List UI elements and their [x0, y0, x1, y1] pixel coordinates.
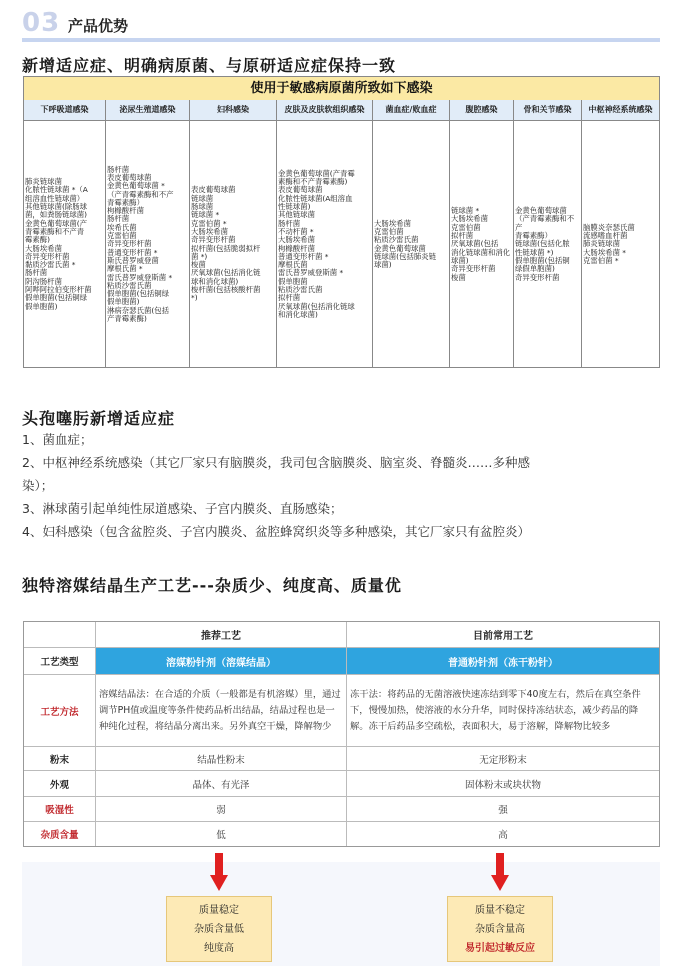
pathogen-list	[25, 178, 92, 311]
pathogen-line: 梭杆菌(包括核酸杆菌	[191, 284, 261, 294]
pathogen-line: 大肠埃希菌	[451, 214, 488, 224]
pathogen-line: *)	[191, 293, 198, 303]
column-header: 骨和关节感染	[514, 100, 582, 120]
pathogen-line: 雷氏普罗威登斯菌 *	[107, 272, 173, 282]
table-cell	[373, 121, 450, 368]
pathogen-line: 肠杆菌	[278, 218, 301, 228]
pathogen-line: 大肠埃希菌	[191, 226, 228, 236]
pathogen-line: 菌 *)	[191, 251, 208, 261]
pathogen-line: 球和消化球菌)	[191, 276, 239, 286]
pathogen-list	[191, 186, 260, 302]
pathogen-line: 梭菌	[191, 260, 206, 270]
pathogen-line: 梭菌	[451, 272, 466, 282]
pathogen-line: 性链球菌)	[278, 202, 311, 212]
heading-indications: 新增适应症、明确病原菌、与原研适应症保持一致	[22, 56, 397, 75]
powder-recommended: 结晶性粉末	[96, 747, 347, 771]
pathogen-line: 假单胞菌	[278, 276, 308, 286]
pathogen-line: 拟杆菌	[451, 231, 474, 241]
pathogen-list	[583, 224, 635, 265]
pathogen-line: 肺炎链球菌	[583, 239, 620, 249]
pathogen-line: 链球菌 *	[191, 210, 220, 220]
pathogen-line: 青霉素酶）	[515, 231, 552, 241]
pathogen-line: 厌氧球菌(包括消化链球	[278, 301, 355, 311]
pathogen-line: 奇异变形杆菌	[191, 235, 236, 245]
pathogen-line: 化脓性链球菌 *（A	[25, 185, 88, 195]
method-common: 冻干法：将药品的无菌溶液快速冻结到零下40度左右，然后在真空条件下，慢慢加热，使溶液的水分升华，同时保持冻结状态，减少药品的降解。冻干后药品多空疏松，表面积大，易于溶解，降解物比较多	[347, 675, 659, 747]
pathogen-line: 摩根氏菌	[278, 260, 308, 270]
pathogen-line: 粘质沙雷氏菌	[278, 284, 323, 294]
row-label: 外观	[24, 771, 96, 797]
row-label: 粉末	[24, 747, 96, 771]
pathogen-line: 奇异变形杆菌	[515, 272, 560, 282]
row-label: 吸湿性	[24, 797, 96, 822]
pathogen-line: 假单胞菌)	[25, 301, 58, 311]
pathogen-line: 克雷伯菌	[374, 226, 404, 236]
pathogen-line: 金黄色葡萄球菌(产青霉	[278, 168, 355, 178]
pathogen-line: 青霉素酶和不产青	[25, 226, 85, 236]
pathogen-line: 不动杆菌 *	[278, 226, 314, 236]
list-item: 染）；	[22, 478, 54, 493]
pathogen-line: 普通变形杆菌 *	[107, 247, 158, 257]
pathogen-line: 肠球菌	[191, 202, 214, 212]
pathogen-line: 拟杆菌	[278, 293, 301, 303]
pathogen-line: 肺炎链球菌	[25, 177, 62, 187]
pathogen-line: （产青霉素酶和不产	[515, 214, 575, 232]
heading-process: 独特溶媒结晶生产工艺---杂质少、纯度高、质量优	[22, 576, 402, 595]
table-cell	[106, 121, 190, 368]
pathogen-line: 表皮葡萄球菌	[107, 172, 152, 182]
moisture-common: 强	[347, 797, 659, 822]
process-comparison-table	[23, 621, 660, 847]
pathogen-line: 链球菌(包括化脓	[515, 239, 570, 249]
pathogen-line: 粘质沙雷氏菌	[107, 280, 152, 290]
pathogen-line: 阴沟肠杆菌	[25, 276, 62, 286]
table-cell	[582, 121, 659, 368]
pathogen-line: 消化链球菌和消化	[451, 247, 511, 257]
pathogen-line: 克雷伯菌 *	[191, 218, 227, 228]
pathogen-line: 链球菌	[191, 193, 214, 203]
column-header: 腹腔感染	[450, 100, 514, 120]
result-line: 质量稳定	[199, 904, 239, 916]
pathogen-line: 阿哔阿拉伯变形杆菌	[25, 284, 92, 294]
pathogen-line: 淋病奈瑟氏菌(包括	[107, 305, 170, 315]
result-line: 纯度高	[204, 942, 234, 954]
list-item: 3、淋球菌引起单纯性尿道感染、子宫内膜炎、直肠感染；	[22, 501, 343, 516]
pathogen-line: 金黄色葡萄球菌	[374, 243, 426, 253]
pathogen-list	[374, 220, 436, 270]
pathogen-line: 枸橼酸杆菌	[107, 206, 144, 216]
result-line: 质量不稳定	[475, 904, 525, 916]
pathogen-line: 表皮葡萄球菌	[191, 185, 236, 195]
pathogen-line: 肠杆菌	[107, 214, 130, 224]
table-cell	[190, 121, 277, 368]
heading-new-indications: 头孢噻肟新增适应症	[22, 409, 176, 428]
pathogen-line: 化脓性链球菌(A组溶血	[278, 193, 353, 203]
col-recommended-header: 推荐工艺	[96, 622, 347, 648]
pathogen-list	[451, 207, 510, 282]
indications-table-header	[24, 100, 659, 121]
arrow-down-icon	[491, 853, 509, 891]
type-recommended: 溶媒粉针剂（溶媒结晶）	[96, 648, 347, 675]
pathogen-line: 斯氏普罗威登菌	[107, 255, 159, 265]
impurity-recommended: 低	[96, 822, 347, 846]
pathogen-line: 假单胞菌(包括铜绿	[25, 293, 88, 303]
pathogen-list	[107, 166, 174, 324]
pathogen-line: 脑膜炎奈瑟氏菌	[583, 222, 635, 232]
pathogen-line: 绿假单胞菌)	[515, 264, 555, 274]
corner-cell	[24, 622, 96, 648]
powder-common: 无定形粉末	[347, 747, 659, 771]
look-common: 固体粉末或块状物	[347, 771, 659, 797]
pathogen-line: 大肠埃希菌 *	[583, 247, 626, 257]
pathogen-line: 金黄色葡萄球菌	[515, 206, 567, 216]
pathogen-list	[278, 170, 355, 319]
result-line: 杂质含量低	[194, 923, 244, 935]
section-divider	[22, 38, 660, 42]
result-line: 易引起过敏反应	[465, 942, 535, 954]
look-recommended: 晶体、有光泽	[96, 771, 347, 797]
column-header: 下呼吸道感染	[24, 100, 106, 120]
table-cell	[514, 121, 582, 368]
pathogen-line: （产青霉素酶和不产	[107, 189, 174, 199]
column-header: 皮肤及皮肤软组织感染	[277, 100, 373, 120]
pathogen-line: 摩根氏菌 *	[107, 264, 143, 274]
pathogen-line: 肠杆菌	[25, 268, 48, 278]
column-header: 中枢神经系统感染	[588, 105, 653, 114]
pathogen-line: 假单胞菌(包括铜	[515, 255, 570, 265]
pathogen-line: 粘质沙雷氏菌	[374, 235, 419, 245]
pathogen-line: 克雷伯菌	[107, 231, 137, 241]
arrow-down-icon	[210, 853, 228, 891]
indications-table-title: 使用于敏感病原菌所致如下感染	[24, 77, 659, 101]
col-common-header: 目前常用工艺	[347, 622, 659, 648]
pathogen-line: 普通变形杆菌 *	[278, 251, 329, 261]
pathogen-line: 克雷伯菌	[451, 222, 481, 232]
table-cell	[24, 121, 106, 368]
column-header: 泌尿生殖道感染	[106, 100, 190, 120]
indications-table	[23, 76, 660, 368]
table-cell	[450, 121, 514, 368]
pathogen-line: 其他链球菌	[278, 210, 315, 220]
table-cell	[277, 121, 373, 368]
pathogen-line: 菌，如粪肠链球菌)	[25, 210, 88, 220]
section-title: 产品优势	[68, 17, 129, 35]
result-line: 杂质含量高	[475, 923, 525, 935]
result-recommended	[166, 896, 272, 962]
pathogen-line: 球菌)	[451, 255, 469, 265]
list-item: 2、中枢神经系统感染（其它厂家只有脑膜炎，我司包含脑膜炎、脑室炎、脊髓炎……多种感	[22, 455, 530, 470]
pathogen-line: 大肠埃希菌	[25, 243, 62, 253]
pathogen-line: 大肠埃希菌	[374, 218, 411, 228]
pathogen-list	[515, 207, 580, 282]
column-header: 妇科感染	[190, 100, 277, 120]
pathogen-line: 奇异变形杆菌	[25, 251, 70, 261]
pathogen-line: 链球菌(包括肺炎链	[374, 251, 437, 261]
result-common	[447, 896, 553, 962]
pathogen-line: 雷氏普罗威登斯菌 *	[278, 268, 344, 278]
pathogen-line: 组溶血性链球菌）	[25, 193, 85, 203]
pathogen-line: 假单胞菌)	[107, 297, 140, 307]
pathogen-line: 厌氧球菌(包括消化链	[191, 268, 261, 278]
pathogen-line: 其他链球菌(除肠球	[25, 202, 88, 212]
pathogen-line: 肠杆菌	[107, 164, 130, 174]
pathogen-line: 金黄色葡萄球菌(产	[25, 218, 88, 228]
pathogen-line: 克雷伯菌 *	[583, 255, 619, 265]
pathogen-line: 链球菌 *	[451, 206, 480, 216]
section-number: 03	[22, 8, 61, 38]
pathogen-line: 和消化球菌)	[278, 309, 318, 319]
pathogen-line: 表皮葡萄球菌	[278, 185, 323, 195]
pathogen-line: 厌氧球菌(包括	[451, 239, 499, 249]
pathogen-line: 枸橼酸杆菌	[278, 243, 315, 253]
pathogen-line: 素酶和不产青霉素酶)	[278, 177, 348, 187]
row-label: 工艺方法	[24, 675, 96, 747]
pathogen-line: 青霉素酶）	[107, 197, 144, 207]
method-recommended: 溶媒结晶法：在合适的介质（一般都是有机溶媒）里，通过调节PH值或温度等条件使药品析出结晶，结晶过程也是一种纯化过程，将结晶分离出来。另外真空干燥，降解物少	[96, 675, 347, 747]
pathogen-line: 奇异变形杆菌	[107, 239, 152, 249]
pathogen-line: 金黄色葡萄球菌 *	[107, 181, 165, 191]
row-label: 工艺类型	[24, 648, 96, 675]
impurity-common: 高	[498, 830, 508, 841]
section-header	[22, 8, 660, 40]
pathogen-line: 产青霉素酶)	[107, 314, 147, 324]
column-header: 菌血症/败血症	[373, 100, 450, 120]
pathogen-line: 埃希氏菌	[107, 222, 137, 232]
pathogen-line: 奇异变形杆菌	[451, 264, 496, 274]
pathogen-line: 霉素酶)	[25, 235, 51, 245]
pathogen-line: 假单胞菌(包括铜绿	[107, 289, 170, 299]
result-area	[22, 862, 660, 966]
pathogen-line: 大肠埃希菌	[278, 235, 315, 245]
pathogen-line: 拟杆菌(包括脆弱拟杆	[191, 243, 261, 253]
list-item: 4、妇科感染（包含盆腔炎、子宫内膜炎、盆腔蜂窝织炎等多种感染，其它厂家只有盆腔炎）	[22, 524, 530, 539]
moisture-recommended: 弱	[96, 797, 347, 822]
new-indications-list	[22, 428, 530, 543]
pathogen-line: 黏质沙雷氏菌 *	[25, 260, 76, 270]
indications-table-body	[24, 121, 659, 368]
row-label: 杂质含量	[24, 822, 96, 846]
list-item: 1、菌血症；	[22, 432, 93, 447]
pathogen-line: 流感嗜血杆菌	[583, 231, 628, 241]
type-common: 普通粉针剂（冻干粉针）	[347, 648, 659, 675]
pathogen-line: 球菌)	[374, 260, 392, 270]
pathogen-line: 性链球菌 *)	[515, 247, 554, 257]
